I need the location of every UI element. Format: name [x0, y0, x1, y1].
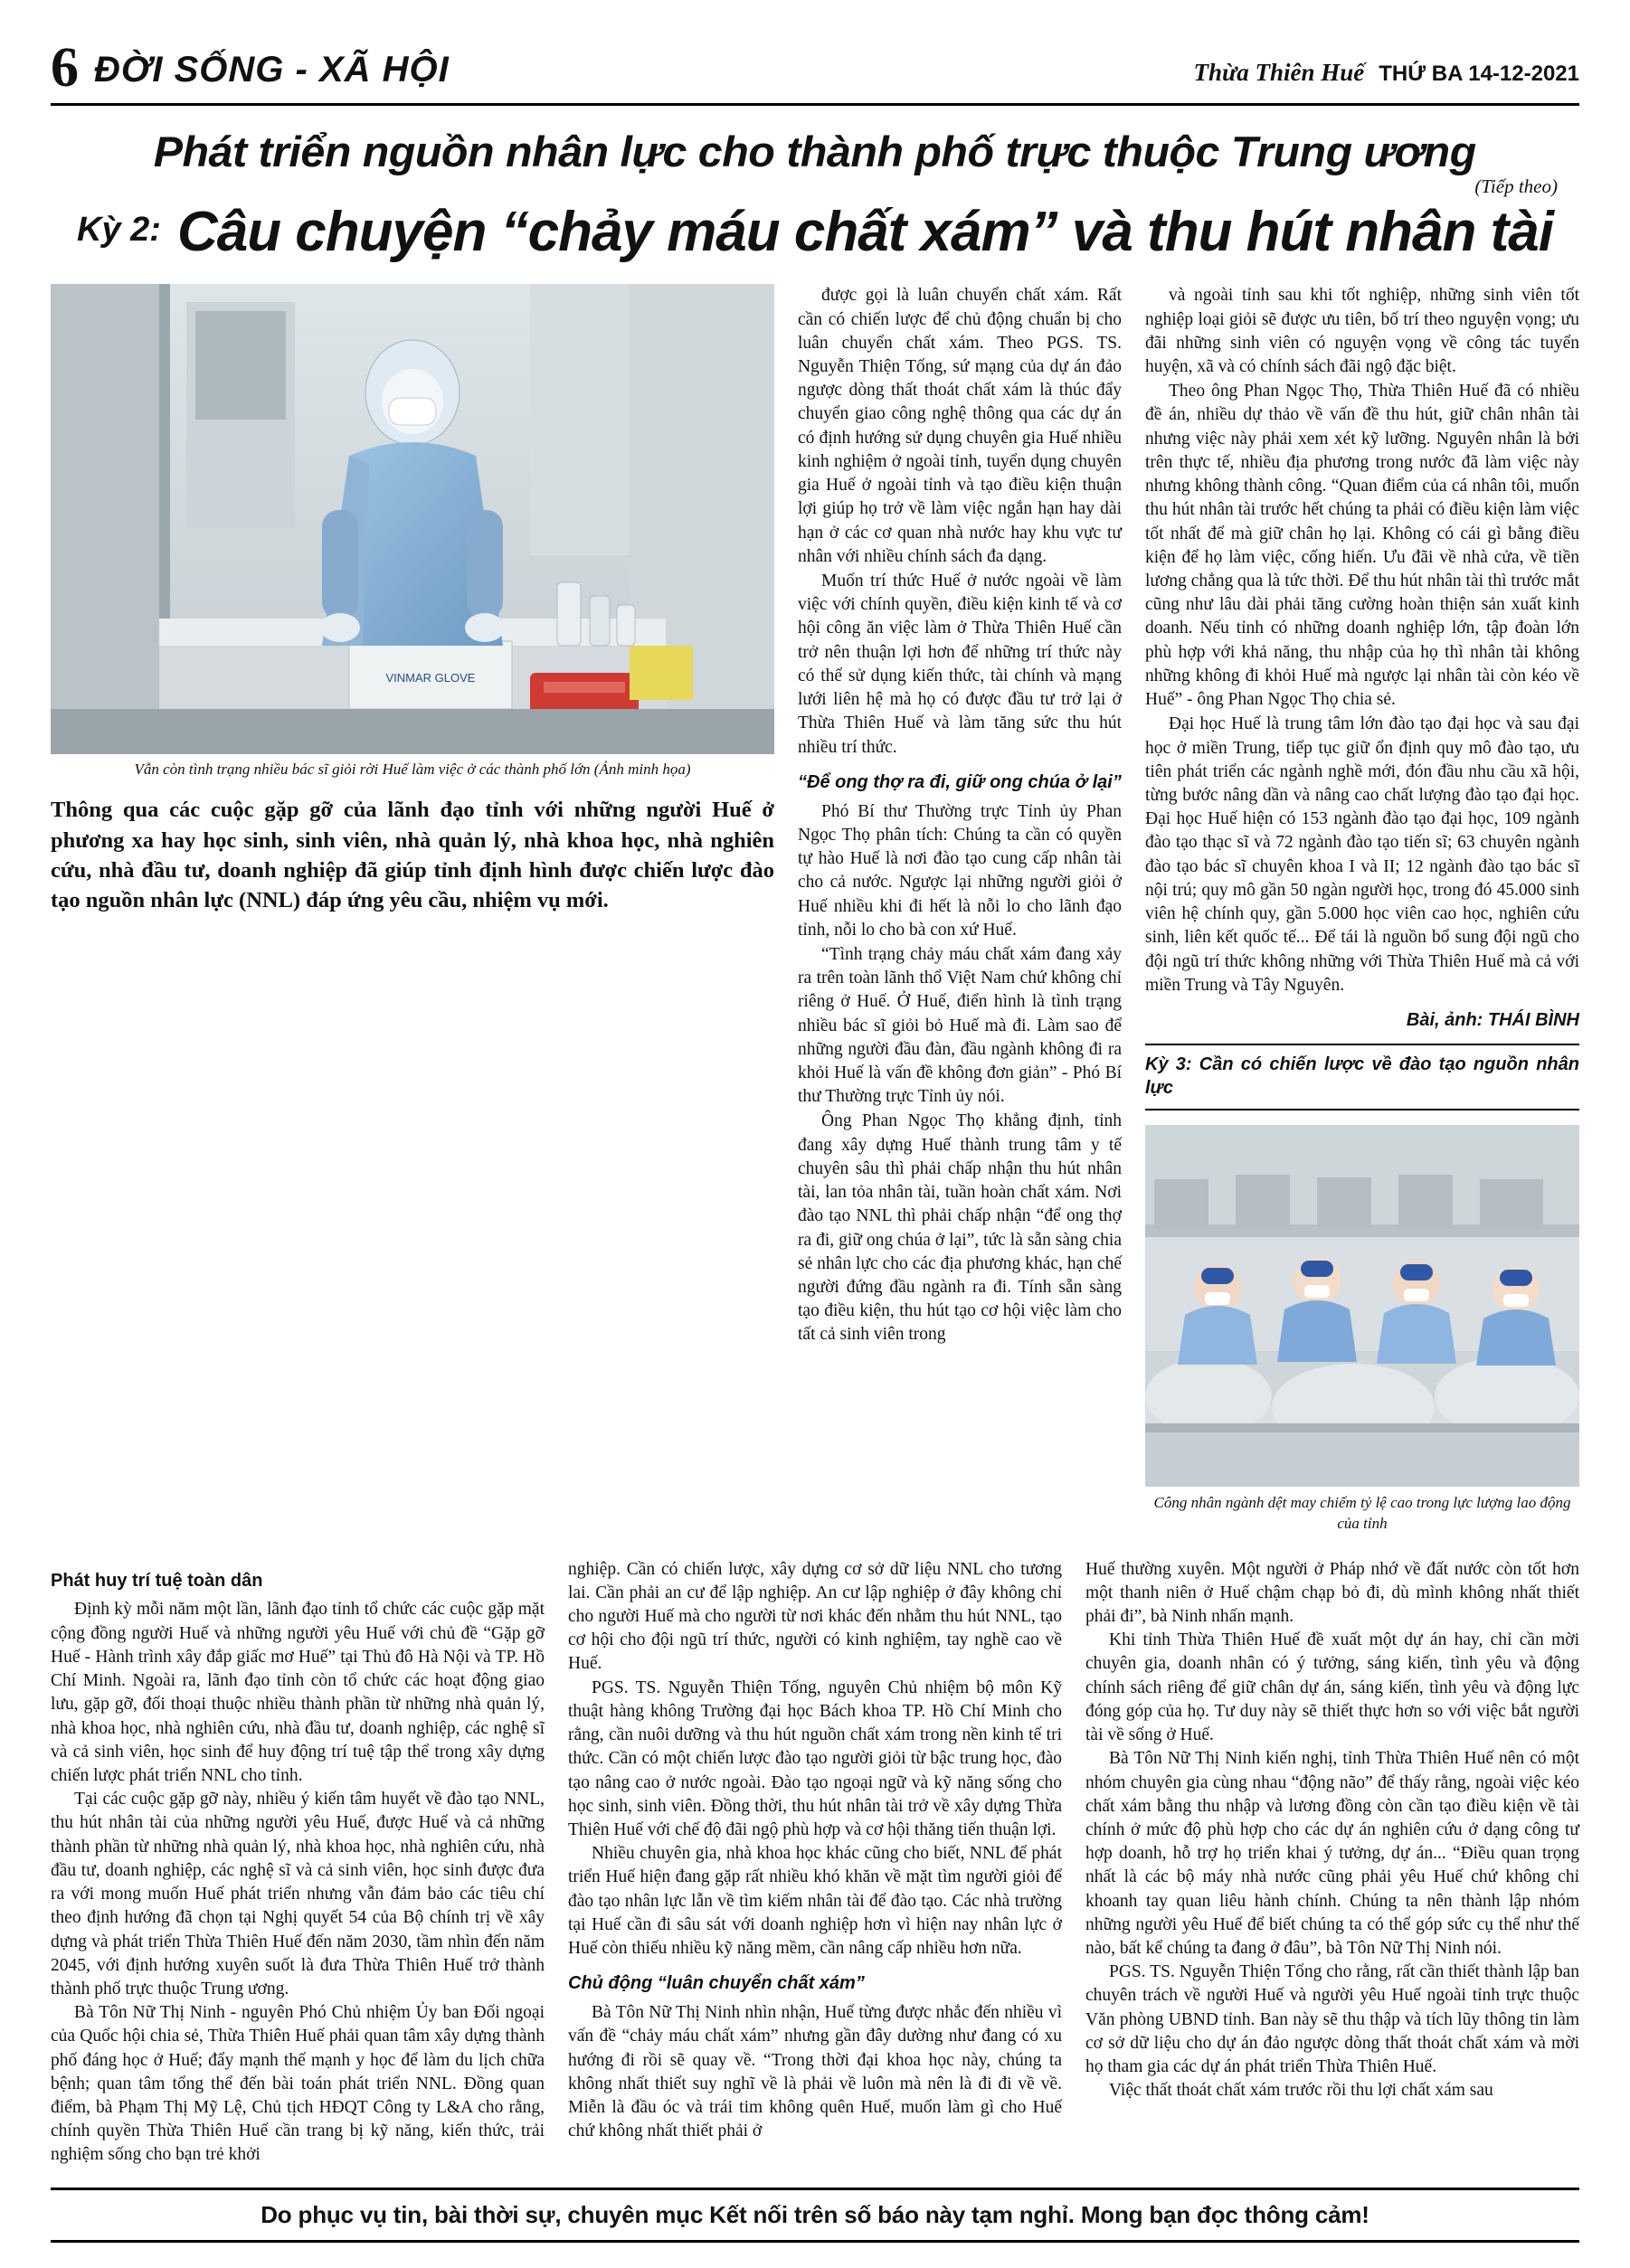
page-number: 6: [51, 37, 78, 99]
svg-text:VINMAR GLOVE: VINMAR GLOVE: [385, 671, 476, 685]
headline-block: [51, 127, 1579, 264]
masthead-left: [51, 37, 450, 99]
body-column-3: [1085, 1558, 1579, 2168]
paragraph: và ngoài tỉnh sau khi tốt nghiệp, những sinh viên tốt nghiệp loại giỏi sẽ được ưu tiên, bố trí theo nguyện vọng; ưu đãi những sinh viên có nguyện vọng về công tác tuyển huyện, xã và có chính sách đãi ngộ đặc biệt.: [1145, 286, 1579, 377]
subheading-quote: “Để ong thợ ra đi, giữ ong chúa ở lại”: [798, 771, 1122, 792]
top-section: [51, 284, 1579, 1534]
paragraph: Khi tỉnh Thừa Thiên Huế đề xuất một dự án hay, chỉ cần mời chuyên gia, doanh nhân có ý tưởng, sáng kiến, tình yêu và động chính sách riêng để giữ chân dự án, sáng kiến, tình yêu và động lực đóng góp của họ. Tư duy này sẽ thiết thực hơn so với việc bắt người tài về sống ở Huế.: [1085, 1630, 1579, 1745]
photo-garment-factory: [1145, 1125, 1579, 1487]
body-column-2: [568, 1558, 1062, 2168]
paragraph: PGS. TS. Nguyễn Thiện Tống cho rằng, rất cần thiết thành lập ban chuyên trách về người Huế và người yêu Huế ngoài tỉnh trực thuộc Văn phòng UBND tỉnh. Ban này sẽ thu thập và tích lũy thông tin làm cơ sở dữ liệu cho dự án đảo ngược dòng thất thoát chất xám và mời họ tham gia các dự án phát triển Thừa Thiên Huế.: [1085, 1962, 1579, 2077]
lead-paragraph: Thông qua các cuộc gặp gỡ của lãnh đạo tỉnh với những người Huế ở phương xa hay học sinh, sinh viên, nhà quản lý, nhà khoa học, nhà nghiên cứu, nhà đầu tư, doanh nghiệp đã giúp tỉnh định hình được chiến lược đào tạo nguồn nhân lực (NNL) đáp ứng yêu cầu, nhiệm vụ mới.: [51, 798, 774, 913]
paragraph: Bà Tôn Nữ Thị Ninh kiến nghị, tỉnh Thừa Thiên Huế nên có một nhóm chuyên gia cùng nhau “động não” để thấy rằng, ngoài việc kéo chất xám bằng thu nhập và lương đồng còn cần tạo điều kiện về tài chính ở mức độ phù hợp cho các dự án nghiên cứu ở dạng công tư hợp doanh, hỗ trợ họ triển khai ý tưởng, dự án... “Điều quan trọng nhất là các bộ máy nhà nước cũng phải yêu Huế chứ không chỉ khoanh tay quan liêu hành chính. Chúng ta nên thành lập nhóm những người yêu Huế để biết chúng ta có thể góp sức cụ thể như thế nào, bất kể chúng ta đang ở đâu”, bà Tôn Nữ Thị Ninh nói.: [1085, 1749, 1579, 1959]
paragraph: Phó Bí thư Thường trực Tỉnh ủy Phan Ngọc Thọ phân tích: Chúng ta cần có quyền tự hào Huế là nơi đào tạo cung cấp nhân tài cho cả nước. Ngược lại những người giỏi ở Huế nhiều khi đi hết là nỗi lo cho lãnh đạo tỉnh, nỗi lo cho bà con xứ Huế.: [798, 801, 1122, 940]
paragraph: Đại học Huế là trung tâm lớn đào tạo đại học và sau đại học ở miền Trung, tiếp tục giữ ổn định quy mô đào tạo, ưu tiên phát triển các ngành nghề mới, đón đầu nhu cầu xã hội, từng bước nâng dần và nâng cao chất lượng đào tạo đại học. Đại học Huế hiện có 153 ngành đào tạo đại học, 109 ngành đào tạo thạc sĩ và 72 ngành đào tạo tiến sĩ; 63 chuyên ngành đào tạo bác sĩ chuyên khoa I và II; 12 ngành đào tạo bác sĩ nội trú; quy mô gần 50 ngàn người học, trong đó 45.000 sinh viên hệ chính quy, gần 5.000 học viên cao học, nghiên cứu sinh, liên kết quốc tế... Để tái là nguồn bổ sung đội ngũ cho đội ngũ trí thức không những với Thừa Thiên Huế mà cả với miền Trung và Tây Nguyên.: [1145, 714, 1579, 995]
subheading-quote-2: Chủ động “luân chuyển chất xám”: [568, 1973, 865, 1994]
footer-notice: Do phục vụ tin, bài thời sự, chuyên mục Kết nối trên số báo này tạm nghỉ. Mong bạn đọc thông cảm!: [51, 2188, 1579, 2243]
paragraph: nghiệp. Cần có chiến lược, xây dựng cơ sở dữ liệu NNL cho tương lai. Cần phải an cư để lập nghiệp. An cư lập nghiệp ở đây không chỉ cho người Huế mà cho người từ nơi khác đến nhằm thu hút NNL, tạo cơ hội cho đội ngũ trí thức, người có kinh nghiệm, tay nghề cao về Huế.: [568, 1559, 1062, 1674]
main-headline: Câu chuyện “chảy máu chất xám” và thu hút nhân tài: [176, 201, 1553, 264]
issue-date: THỨ BA 14-12-2021: [1379, 61, 1579, 86]
masthead: [51, 37, 1579, 106]
paragraph: Ông Phan Ngọc Thọ khẳng định, tỉnh đang xây dựng Huế thành trung tâm y tế chuyên sâu thì phải chấp nhận thu hút nhân tài, lan tỏa nhân tài, tuần hoàn chất xám. Nơi đào tạo NNL thì phải chấp nhận “để ong thợ ra đi, giữ ong chúa ở lại”, tức là sẵn sàng chia sẻ nhân lực cho các địa phương khác, hạn chế người đứng đầu ngành ra đi. Tính sẵn sàng tạo điều kiện, thu hút tạo cơ hội việc làm cho tất cả sinh viên trong: [798, 1111, 1122, 1345]
headline-continued-note: (Tiếp theo): [1474, 175, 1558, 198]
photo-lab-worker: [51, 284, 774, 754]
bottom-photo-caption: Công nhân ngành dệt may chiếm tỷ lệ cao trong lực lượng lao động của tỉnh: [1153, 1493, 1571, 1532]
photo-garment-factory-image: [1145, 1125, 1579, 1487]
paragraph: Bà Tôn Nữ Thị Ninh nhìn nhận, Huế từng được nhắc đến nhiều vì vấn đề “chảy máu chất xám” nhưng gần đây dường như đang có xu hướng đi rồi sẽ quay về. “Trong thời đại khoa học này, chúng ta không nhất thiết suy nghĩ về là phải về luôn mà nên là đi đi về về. Miễn là đầu óc và trái tim không quên Huế, muốn làm gì cho Huế chứ không nhất thiết phải ở: [568, 2003, 1062, 2141]
paragraph: Muốn trí thức Huế ở nước ngoài về làm việc với chính quyền, điều kiện kinh tế và cơ hội công ăn việc làm ở Thừa Thiên Huế cần trở nên thuận lợi hơn để những trí thức này có thể sử dụng kiến thức, tài chính và mạng lưới liên hệ mà họ có được đầu tư trở lại ở Thừa Thiên Huế và làm tăng sức thu hút nhiều trí thức.: [798, 572, 1122, 757]
top-photo-caption: Vẫn còn tình trạng nhiều bác sĩ giỏi rời Huế làm việc ở các thành phố lớn (Ảnh minh họa): [134, 761, 691, 779]
episode-label: Kỳ 2:: [77, 211, 161, 250]
main-headline-row: [51, 201, 1579, 264]
body-section: [51, 1558, 1579, 2168]
paragraph: Theo ông Phan Ngọc Thọ, Thừa Thiên Huế đã có nhiều đề án, nhiều dự thảo về vấn đề thu hút, giữ chân nhân tài nhưng việc này phải xem xét kỹ lưỡng. Nguyên nhân là bởi trên thực tế, nhiều địa phương trong nước đã làm việc này nhưng không thành công. “Quan điểm của cá nhân tôi, muốn thu hút nhân tài trước hết chúng ta phải có điều kiện làm việc tốt nhất để mà giữ chân họ lại. Không có cái gì bằng điều kiện để họ làm việc, cống hiến. Ưu đãi về nhà cửa, về tiền lương chẳng qua là tức thời. Để thu hút nhân tài thì trước mắt cũng như lâu dài phải tăng cường hoàn thiện sản xuất kinh doanh. Nếu tỉnh có những doanh nghiệp lớn, tập đoàn lớn phù hợp với khả năng, thu nhập của họ thì nhân tài không những không đi khỏi Huế mà ngược lại nhân tài còn kéo về Huế” - ông Phan Ngọc Thọ chia sẻ.: [1145, 382, 1579, 710]
top-column-2: [1145, 284, 1579, 1534]
paragraph: “Tình trạng chảy máu chất xám đang xảy ra trên toàn lãnh thổ Việt Nam chứ không chỉ riêng ở Huế. Ở Huế, điển hình là tình trạng nhiều bác sĩ giỏi bỏ Huế mà đi. Làm sao để những người đầu đàn, đầu ngành không đi ra khỏi Huế là vấn đề không đơn giản” - Phó Bí thư Thường trực Tỉnh ủy nói.: [798, 944, 1122, 1107]
paragraph: Nhiều chuyên gia, nhà khoa học khác cũng cho biết, NNL để phát triển Huế hiện đang gặp rất nhiều khó khăn về mặt tìm người giỏi để đào tạo nhân lực lẫn về tìm kiếm nhân tài để đào tạo. Các nhà trường tại Huế cần đi sâu sát với doanh nghiệp hơn vì hiện nay nhân lực ở Huế còn thiếu nhiều kỹ năng mềm, cần nâng cấp nhiều hơn nữa.: [568, 1844, 1062, 1959]
subheading-section: Phát huy trí tuệ toàn dân: [51, 1570, 263, 1591]
photo-lab-worker-image: [51, 284, 774, 754]
paragraph: Việc thất thoát chất xám trước rồi thu lợi chất xám sau: [1109, 2081, 1493, 2101]
section-title: ĐỜI SỐNG - XÃ HỘI: [94, 49, 450, 90]
paragraph: PGS. TS. Nguyễn Thiện Tống, nguyên Chủ nhiệm bộ môn Kỹ thuật hàng không Trường đại học Bách khoa TP. Hồ Chí Minh cho rằng, cần nuôi dưỡng và thu hút nguồn chất xám trong nền kinh tế tri thức. Cần có một chiến lược đào tạo người giỏi từ bậc trung học, đào tạo nâng cao ở nước ngoài. Đào tạo ngoại ngữ và kỹ năng sống cho học sinh, sinh viên. Đồng thời, thu hút nhân tài trở về xây dựng Thừa Thiên Huế với chế độ đãi ngộ phù hợp và cơ hội thăng tiến thuận lợi.: [568, 1677, 1062, 1839]
paragraph: Bà Tôn Nữ Thị Ninh - nguyên Phó Chủ nhiệm Ủy ban Đối ngoại của Quốc hội chia sẻ, Thừa Thiên Huế phải quan tâm xây dựng thành phố đáng học ở Huế; đẩy mạnh thế mạnh y học để làm du lịch chữa bệnh; quan tâm tổng thể đến bài toán phát triển NNL. Đồng quan điểm, bà Phạm Thị Mỹ Lệ, Chủ tịch HĐQT Công ty L&A cho rằng, chính quyền Thừa Thiên Huế cần trang bị kỹ năng, kiến thức, trải nghiệm sống cho bạn trẻ khởi: [51, 2003, 545, 2165]
paragraph: được gọi là luân chuyển chất xám. Rất cần có chiến lược để chủ động chuẩn bị cho luân chuyển chất xám. Theo PGS. TS. Nguyễn Thiện Tống, sứ mạng của dự án đảo ngược dòng thất thoát chất xám là thúc đẩy chuyển giao công nghệ thông qua các dự án có định hướng sử dụng chuyên gia Huế nhiều kinh nghiệm ở ngoài tỉnh, tuyển dụng chuyên gia Huế ở ngoài tỉnh và tạo điều kiện thuận lợi giúp họ trở về làm việc ngắn hạn hay dài hạn ở các cơ quan nhà nước hay khu vực tư nhân với nhiều chính sách đa dạng.: [798, 286, 1122, 566]
body-column-1: [51, 1558, 545, 2168]
headline-kicker: Phát triển nguồn nhân lực cho thành phố trực thuộc Trung ương: [154, 127, 1476, 175]
paragraph: Huế thường xuyên. Một người ở Pháp nhớ về đất nước còn tốt hơn một thanh niên ở Huế chậm chạp bỏ đi, dù mình không nhất thiết phải đi”, bà Ninh nhấn mạnh.: [1085, 1559, 1579, 1626]
next-episode-teaser: Kỳ 3: Cần có chiến lược về đào tạo nguồn nhân lực: [1145, 1044, 1579, 1110]
masthead-right: [1194, 59, 1579, 94]
top-column-1: [798, 284, 1122, 1534]
top-photo-block: [51, 284, 774, 1534]
byline: Bài, ảnh: THÁI BÌNH: [1406, 1009, 1579, 1030]
paragraph: Định kỳ mỗi năm một lần, lãnh đạo tỉnh tổ chức các cuộc gặp mặt cộng đồng người Huế và những người yêu Huế với chủ đề “Gặp gỡ Huế - Hành trình xây đắp giấc mơ Huế” tại Thủ đô Hà Nội và TP. Hồ Chí Minh. Ngoài ra, lãnh đạo tỉnh còn tổ chức các hoạt động giao lưu, gặp gỡ, đối thoại thuộc nhiều thành phần từ những nhà quản lý, nhà khoa học, nhà nghiên cứu, nhà đầu tư, doanh nghiệp, các nghệ sĩ và cả sinh viên, học sinh để huy động trí tuệ tập thể trong xây dựng chiến lược phát triển NNL cho tỉnh.: [51, 1600, 545, 1785]
paragraph: Tại các cuộc gặp gỡ này, nhiều ý kiến tâm huyết về đào tạo NNL, thu hút nhân tài của những người yêu Huế, được Huế và cả những thành phần từ những nhà quản lý, nhà khoa học, nhà nghiên cứu, nhà đầu tư, doanh nghiệp, các nghệ sĩ và cả sinh viên, học sinh được đưa ra với mong muốn Huế phát triển nhưng vẫn đảm bảo các tiêu chí theo định hướng đã chọn tại Nghị quyết 54 của Bộ chính trị về xây dựng và phát triển Thừa Thiên Huế đến năm 2030, tầm nhìn đến năm 2045, với định hướng xuyên suốt là đưa Thừa Thiên Huế trở thành thành phố trực thuộc Trung ương.: [51, 1790, 545, 1999]
paper-name: Thừa Thiên Huế: [1193, 58, 1365, 86]
